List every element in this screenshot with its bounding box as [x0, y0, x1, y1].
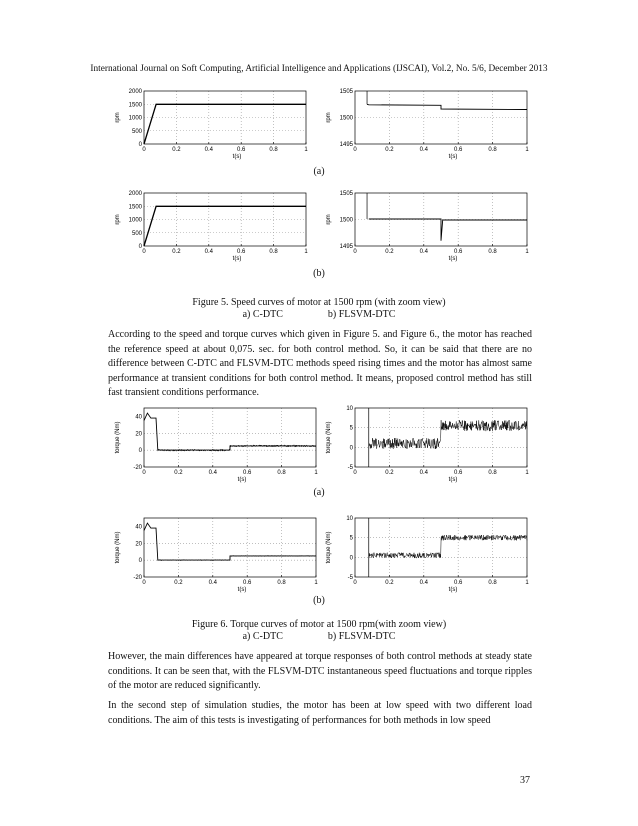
x-tick-label: 1	[525, 580, 529, 586]
y-tick-label: -20	[133, 465, 142, 471]
y-tick-label: 20	[135, 541, 142, 548]
x-tick-label: 0.8	[269, 147, 278, 153]
x-tick-label: 0.6	[237, 147, 246, 153]
x-tick-label: 0.2	[172, 147, 181, 153]
chart-fig5b-zoom	[323, 190, 533, 262]
series-line	[367, 104, 527, 109]
chart-fig6b-zoom	[323, 515, 533, 593]
x-tick-label: 1	[314, 470, 318, 476]
x-tick-label: 0.8	[488, 249, 497, 255]
x-tick-label: 0	[353, 249, 357, 255]
x-axis-label: t(s)	[448, 154, 458, 160]
page-number: 37	[520, 775, 530, 786]
y-tick-label: -5	[347, 575, 353, 581]
y-tick-label: -5	[347, 465, 353, 471]
x-tick-label: 0.8	[277, 470, 286, 476]
x-axis-label: t(s)	[237, 587, 247, 593]
figure-6-caption-sub	[0, 631, 638, 643]
journal-header: International Journal on Soft Computing, Artificial Intelligence and Applications (IJSCAI), Vol.2, No. 5/6, December 2013	[90, 64, 548, 74]
plot-frame	[355, 408, 527, 467]
y-tick-label: 0	[349, 555, 353, 562]
figure-5	[0, 88, 638, 293]
y-tick-label: 1500	[339, 115, 353, 122]
y-axis-label: torque (Nm)	[115, 421, 121, 454]
y-tick-label: 0	[138, 244, 142, 250]
x-tick-label: 0.2	[385, 580, 394, 586]
chart-fig6a-full	[112, 405, 322, 483]
y-tick-label: 0	[138, 558, 142, 565]
y-tick-label: -20	[133, 575, 142, 581]
series-line	[144, 523, 316, 560]
y-axis-label: torque (Nm)	[326, 531, 332, 564]
paragraph-1: According to the speed and torque curves which given in Figure 5. and Figure 6., the motor has reached the reference speed at about 0,075. sec. for both control method. So, it can be said that there are no difference between C-DTC and FLSVM-DTC methods speed rising times and the motor has almost same performance at transient conditions for both control method. It means, proposed control method has still fast transient conditions performance.	[108, 329, 532, 398]
x-tick-label: 0	[353, 580, 357, 586]
x-tick-label: 0.4	[208, 470, 217, 476]
y-tick-label: 1000	[128, 217, 142, 224]
y-tick-label: 0	[349, 445, 353, 452]
x-tick-label: 0.6	[243, 470, 252, 476]
figure-6-panel-b-label: (b)	[313, 595, 325, 606]
x-tick-label: 0.4	[419, 249, 428, 255]
x-tick-label: 0.6	[454, 249, 463, 255]
chart-fig6a-zoom	[323, 405, 533, 483]
chart-fig5a-full	[112, 88, 312, 160]
x-tick-label: 0.6	[237, 249, 246, 255]
paragraph-3: In the second step of simulation studies, the motor has been at low speed with two different load conditions. The aim of this tests is investigating of performances for both methods in low speed	[108, 700, 532, 726]
y-axis-label: torque (Nm)	[326, 421, 332, 454]
x-tick-label: 0.8	[488, 470, 497, 476]
figure-6-caption-title: Figure 6. Torque curves of motor at 1500 rpm(with zoom view)	[191, 619, 447, 630]
figure-5-caption-b: b) FLSVM-DTC	[327, 309, 396, 320]
series-line	[144, 413, 316, 450]
x-tick-label: 1	[525, 147, 529, 153]
x-tick-label: 0.4	[419, 147, 428, 153]
x-tick-label: 0.6	[454, 580, 463, 586]
x-tick-label: 1	[525, 249, 529, 255]
figure-6-panel-a-label: (a)	[313, 487, 325, 498]
x-tick-label: 0.6	[454, 470, 463, 476]
x-tick-label: 0.4	[419, 580, 428, 586]
x-axis-label: t(s)	[232, 154, 242, 160]
figure-6	[0, 405, 638, 610]
x-tick-label: 0.6	[454, 147, 463, 153]
y-tick-label: 500	[131, 230, 142, 237]
y-tick-label: 1505	[339, 191, 353, 197]
y-tick-label: 2000	[128, 191, 142, 197]
figure-6-caption-b: b) FLSVM-DTC	[327, 631, 396, 642]
plot-frame	[355, 91, 527, 144]
y-tick-label: 1505	[339, 89, 353, 95]
x-tick-label: 1	[314, 580, 318, 586]
x-tick-label: 0.2	[174, 470, 183, 476]
x-tick-label: 0.2	[385, 249, 394, 255]
torque-ripple	[369, 535, 527, 558]
x-tick-label: 0.2	[385, 470, 394, 476]
chart-fig5a-zoom	[323, 88, 533, 160]
y-tick-label: 10	[346, 406, 353, 412]
y-tick-label: 1000	[128, 115, 142, 122]
y-axis-label: torque (Nm)	[115, 531, 121, 564]
x-tick-label: 0.2	[174, 580, 183, 586]
y-tick-label: 5	[349, 425, 353, 432]
figure-5-panel-a-label: (a)	[313, 166, 325, 177]
x-tick-label: 0	[142, 470, 146, 476]
y-axis-label: rpm	[326, 112, 332, 123]
x-axis-label: t(s)	[237, 477, 247, 483]
y-tick-label: 0	[138, 448, 142, 455]
x-axis-label: t(s)	[232, 256, 242, 262]
y-tick-label: 1495	[339, 244, 353, 250]
x-tick-label: 0	[353, 470, 357, 476]
x-tick-label: 0.4	[419, 470, 428, 476]
figure-6-caption-a: a) C-DTC	[242, 631, 283, 642]
plot-frame	[144, 408, 316, 467]
y-tick-label: 40	[135, 524, 142, 531]
x-tick-label: 0.4	[208, 580, 217, 586]
x-tick-label: 1	[304, 147, 308, 153]
x-tick-label: 0	[142, 249, 146, 255]
y-tick-label: 10	[346, 516, 353, 522]
torque-ripple	[369, 420, 527, 449]
y-tick-label: 40	[135, 414, 142, 421]
y-tick-label: 0	[138, 142, 142, 148]
figure-5-caption-title: Figure 5. Speed curves of motor at 1500 rpm (with zoom view)	[192, 297, 446, 308]
x-tick-label: 0	[142, 147, 146, 153]
x-tick-label: 0.8	[488, 147, 497, 153]
y-tick-label: 5	[349, 535, 353, 542]
chart-fig6b-full	[112, 515, 322, 593]
x-tick-label: 0.8	[269, 249, 278, 255]
chart-fig5b-full	[112, 190, 312, 262]
y-tick-label: 20	[135, 431, 142, 438]
x-tick-label: 0.8	[488, 580, 497, 586]
x-tick-label: 0.4	[204, 147, 213, 153]
series-line	[144, 104, 306, 144]
figure-5-panel-b-label: (b)	[313, 268, 325, 279]
y-axis-label: rpm	[326, 214, 332, 225]
x-tick-label: 0.2	[385, 147, 394, 153]
x-tick-label: 0	[142, 580, 146, 586]
x-tick-label: 0	[353, 147, 357, 153]
y-tick-label: 1500	[128, 204, 142, 211]
series-line	[369, 219, 527, 241]
plot-frame	[144, 518, 316, 577]
x-tick-label: 0.8	[277, 580, 286, 586]
figure-5-caption	[0, 297, 638, 321]
y-tick-label: 1495	[339, 142, 353, 148]
y-tick-label: 2000	[128, 89, 142, 95]
x-tick-label: 0.2	[172, 249, 181, 255]
series-line	[144, 206, 306, 246]
x-tick-label: 1	[525, 470, 529, 476]
x-axis-label: t(s)	[448, 477, 458, 483]
paragraph-2: However, the main differences have appeared at torque responses of both control methods at steady state conditions. It can be seen that, with the FLSVM-DTC instantaneous speed fluctuations and torque ripples of the motor are reduced significantly.	[108, 651, 532, 691]
x-tick-label: 1	[304, 249, 308, 255]
x-tick-label: 0.6	[243, 580, 252, 586]
y-axis-label: rpm	[115, 214, 121, 225]
y-axis-label: rpm	[115, 112, 121, 123]
x-axis-label: t(s)	[448, 256, 458, 262]
x-tick-label: 0.4	[204, 249, 213, 255]
y-tick-label: 1500	[128, 102, 142, 109]
y-tick-label: 1500	[339, 217, 353, 224]
y-tick-label: 500	[131, 128, 142, 135]
figure-6-caption	[0, 619, 638, 643]
figure-5-caption-a: a) C-DTC	[242, 309, 283, 320]
x-axis-label: t(s)	[448, 587, 458, 593]
figure-5-caption-sub	[0, 309, 638, 321]
